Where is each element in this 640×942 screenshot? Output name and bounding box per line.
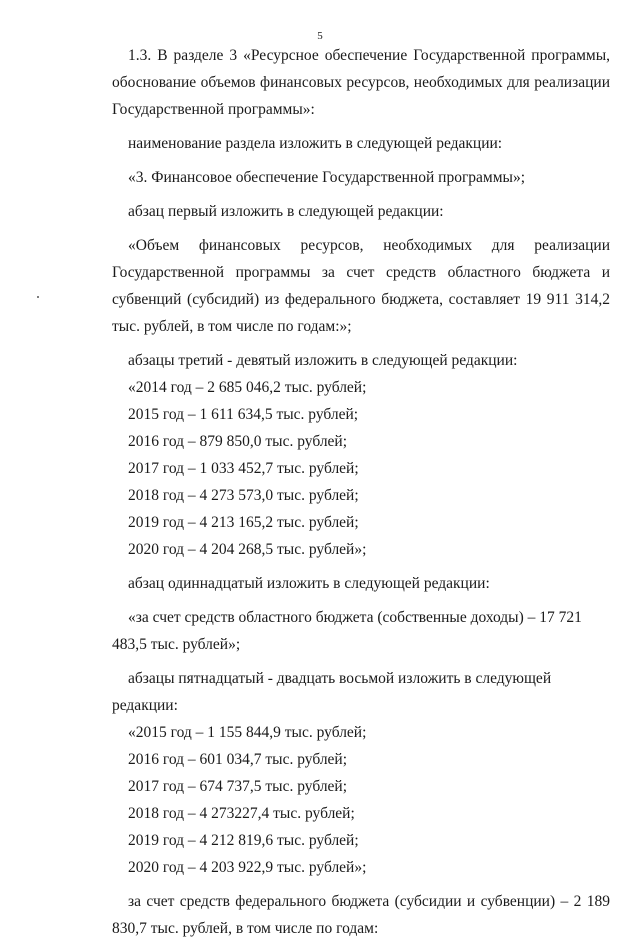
year-line-2015-regional: «2015 год – 1 155 844,9 тыс. рублей; [128,724,367,741]
year-line-2019-total: 2019 год – 4 213 165,2 тыс. рублей; [128,514,359,531]
year-line-2017-total: 2017 год – 1 033 452,7 тыс. рублей; [128,460,359,477]
year-line-2016-total: 2016 год – 879 850,0 тыс. рублей; [128,433,348,450]
paragraph-section-title-instruction: наименование раздела изложить в следующей редакции: [128,135,503,152]
year-line-2018-regional: 2018 год – 4 273227,4 тыс. рублей; [128,805,355,822]
year-line-2018-total: 2018 год – 4 273 573,0 тыс. рублей; [128,487,359,504]
paragraph-first-abzac-instruction: абзац первый изложить в следующей редакции: [128,203,444,220]
year-line-2019-regional: 2019 год – 4 212 819,6 тыс. рублей; [128,832,359,849]
year-line-2014-total: «2014 год – 2 685 046,2 тыс. рублей; [128,379,367,396]
paragraph-regional-budget: «за счет средств областного бюджета (собственные доходы) – 17 721 483,5 тыс. рублей»; [112,609,582,653]
year-line-2020-total: 2020 год – 4 204 268,5 тыс. рублей»; [128,541,367,558]
year-line-2015-total: 2015 год – 1 611 634,5 тыс. рублей; [128,406,359,423]
paragraph-abzac-11-instruction: абзац одиннадцатый изложить в следующей редакции: [128,575,490,592]
paragraph-new-section-title: «3. Финансовое обеспечение Государственной программы»; [128,169,526,186]
year-line-2016-regional: 2016 год – 601 034,7 тыс. рублей; [128,751,348,768]
paragraph-abzacs-3-9-instruction: абзацы третий - девятый изложить в следующей редакции: [128,352,518,369]
paragraph-abzacs-15-28-instruction: абзацы пятнадцатый - двадцать восьмой изложить в следующей редакции: [112,670,552,714]
document-body [112,42,610,942]
scan-speck [37,296,39,298]
paragraph-section-intro: 1.3. В разделе 3 «Ресурсное обеспечение Государственной программы, обоснование объемов финансовых ресурсов, необходимых для реализации Государственной программы»: [112,47,610,118]
paragraph-total-funding: «Объем финансовых ресурсов, необходимых для реализации Государственной программы за счет средств областного бюджета и субвенций (субсидий) из федерального бюджета, составляет 19 911 314,2 тыс. рублей, в том числе по годам:»; [112,237,610,335]
year-line-2020-regional: 2020 год – 4 203 922,9 тыс. рублей»; [128,859,367,876]
year-line-2017-regional: 2017 год – 674 737,5 тыс. рублей; [128,778,348,795]
paragraph-federal-budget: за счет средств федерального бюджета (субсидии и субвенции) – 2 189 830,7 тыс. рублей, в том числе по годам: [112,893,610,937]
page-number: 5 [317,30,323,42]
